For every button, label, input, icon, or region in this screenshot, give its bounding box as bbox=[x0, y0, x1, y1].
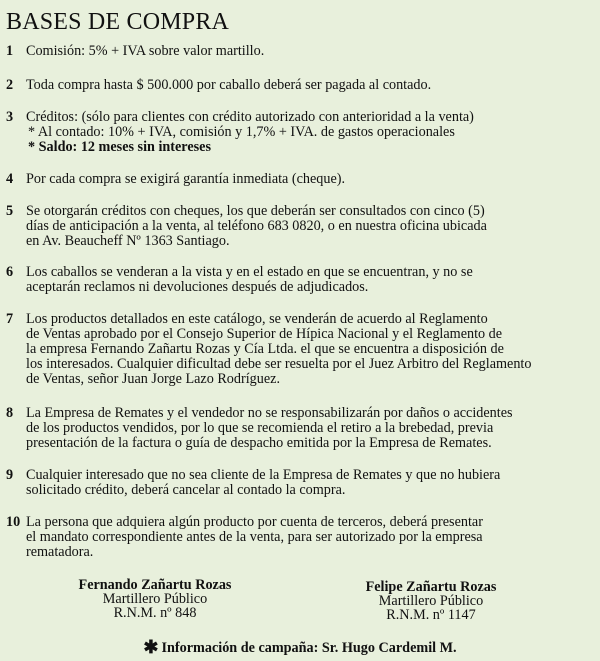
condition-line: Se otorgarán créditos con cheques, los que deberán ser consultados con cinco (5) bbox=[26, 203, 485, 219]
condition-line: rematadora. bbox=[26, 544, 94, 560]
condition-text bbox=[26, 110, 594, 155]
signature-rnm: R.N.M. nº 848 bbox=[113, 605, 197, 621]
condition-number: 4 bbox=[6, 171, 14, 187]
condition-line: de Ventas aprobado por el Consejo Superior de Hípica Nacional y el Reglamento de bbox=[26, 326, 503, 342]
condition-text bbox=[26, 78, 594, 93]
condition-line: de los productos vendidos, por lo que se recomienda el retiro a la brebedad, previa bbox=[26, 420, 494, 436]
asterisk-icon: ✱ bbox=[143, 637, 159, 657]
condition-item bbox=[6, 312, 594, 387]
signature-name: Fernando Zañartu Rozas bbox=[78, 577, 232, 593]
condition-line: los interesados. Cualquier dificultad debe ser resuelta por el Juez Arbitro del Reglamento bbox=[26, 356, 532, 372]
condition-number: 2 bbox=[6, 77, 14, 93]
condition-line: La persona que adquiera algún producto por cuenta de terceros, deberá presentar bbox=[26, 514, 483, 530]
condition-line: Créditos: (sólo para clientes con crédito autorizado con anterioridad a la venta) bbox=[26, 109, 474, 125]
condition-item bbox=[6, 204, 594, 249]
signature-fernando bbox=[40, 578, 270, 620]
condition-line: * Saldo: 12 meses sin intereses bbox=[28, 139, 211, 155]
condition-text bbox=[26, 172, 594, 187]
signature-felipe bbox=[316, 580, 546, 622]
condition-number: 8 bbox=[6, 405, 14, 421]
condition-line: Por cada compra se exigirá garantía inmediata (cheque). bbox=[26, 171, 346, 187]
condition-item bbox=[6, 468, 594, 498]
condition-number: 7 bbox=[6, 311, 14, 327]
condition-line: solicitado crédito, deberá cancelar al contado la compra. bbox=[26, 482, 346, 498]
campaign-info bbox=[0, 637, 600, 657]
condition-number: 10 bbox=[6, 514, 21, 530]
condition-text bbox=[26, 312, 594, 387]
condition-line: de Ventas, señor Juan Jorge Lazo Rodríguez. bbox=[26, 371, 280, 387]
condition-item bbox=[6, 406, 594, 451]
condition-item bbox=[6, 110, 594, 155]
condition-line: Los productos detallados en este catálogo, se venderán de acuerdo al Reglamento bbox=[26, 311, 488, 327]
condition-line: días de anticipación a la venta, al teléfono 683 0820, o en nuestra oficina ubicada bbox=[26, 218, 487, 234]
condition-number: 5 bbox=[6, 203, 14, 219]
condition-line: aceptarán reclamos ni devoluciones después de adjudicados. bbox=[26, 279, 369, 295]
condition-line: * Al contado: 10% + IVA, comisión y 1,7% + IVA. de gastos operacionales bbox=[28, 124, 455, 140]
condition-line: la empresa Fernando Zañartu Rozas y Cía Ltda. el que se encuentra a disposición de bbox=[26, 341, 504, 357]
condition-number: 3 bbox=[6, 109, 14, 125]
condition-text bbox=[26, 44, 594, 59]
condition-line: Cualquier interesado que no sea cliente de la Empresa de Remates y que no hubiera bbox=[26, 467, 501, 483]
condition-text bbox=[26, 515, 594, 560]
condition-line: La Empresa de Remates y el vendedor no se responsabilizarán por daños o accidentes bbox=[26, 405, 513, 421]
condition-item bbox=[6, 44, 594, 59]
condition-number: 6 bbox=[6, 264, 14, 280]
condition-text bbox=[26, 406, 594, 451]
condition-text bbox=[26, 468, 594, 498]
page-title: BASES DE COMPRA bbox=[6, 9, 230, 35]
condition-number: 9 bbox=[6, 467, 14, 483]
condition-line: el mandato correspondiente antes de la venta, para ser autorizado por la empresa bbox=[26, 529, 483, 545]
condition-text bbox=[26, 265, 594, 295]
condition-item bbox=[6, 172, 594, 187]
condition-line: presentación de la factura o guía de despacho emitida por la Empresa de Remates. bbox=[26, 435, 492, 451]
condition-line: Comisión: 5% + IVA sobre valor martillo. bbox=[26, 43, 265, 59]
condition-line: Los caballos se venderan a la vista y en el estado en que se encuentran, y no se bbox=[26, 264, 473, 280]
campaign-info-text: Información de campaña: Sr. Hugo Cardemil M. bbox=[161, 640, 457, 656]
signature-rnm: R.N.M. nº 1147 bbox=[386, 607, 476, 623]
condition-line: en Av. Beaucheff Nº 1363 Santiago. bbox=[26, 233, 230, 249]
condition-text bbox=[26, 204, 594, 249]
signature-name: Felipe Zañartu Rozas bbox=[365, 579, 497, 595]
condition-line: Toda compra hasta $ 500.000 por caballo deberá ser pagada al contado. bbox=[26, 77, 432, 93]
signature-role: Martillero Público bbox=[378, 593, 484, 609]
condition-item bbox=[6, 265, 594, 295]
signature-role: Martillero Público bbox=[102, 591, 208, 607]
condition-item bbox=[6, 78, 594, 93]
condition-item bbox=[6, 515, 594, 560]
condition-number: 1 bbox=[6, 43, 14, 59]
